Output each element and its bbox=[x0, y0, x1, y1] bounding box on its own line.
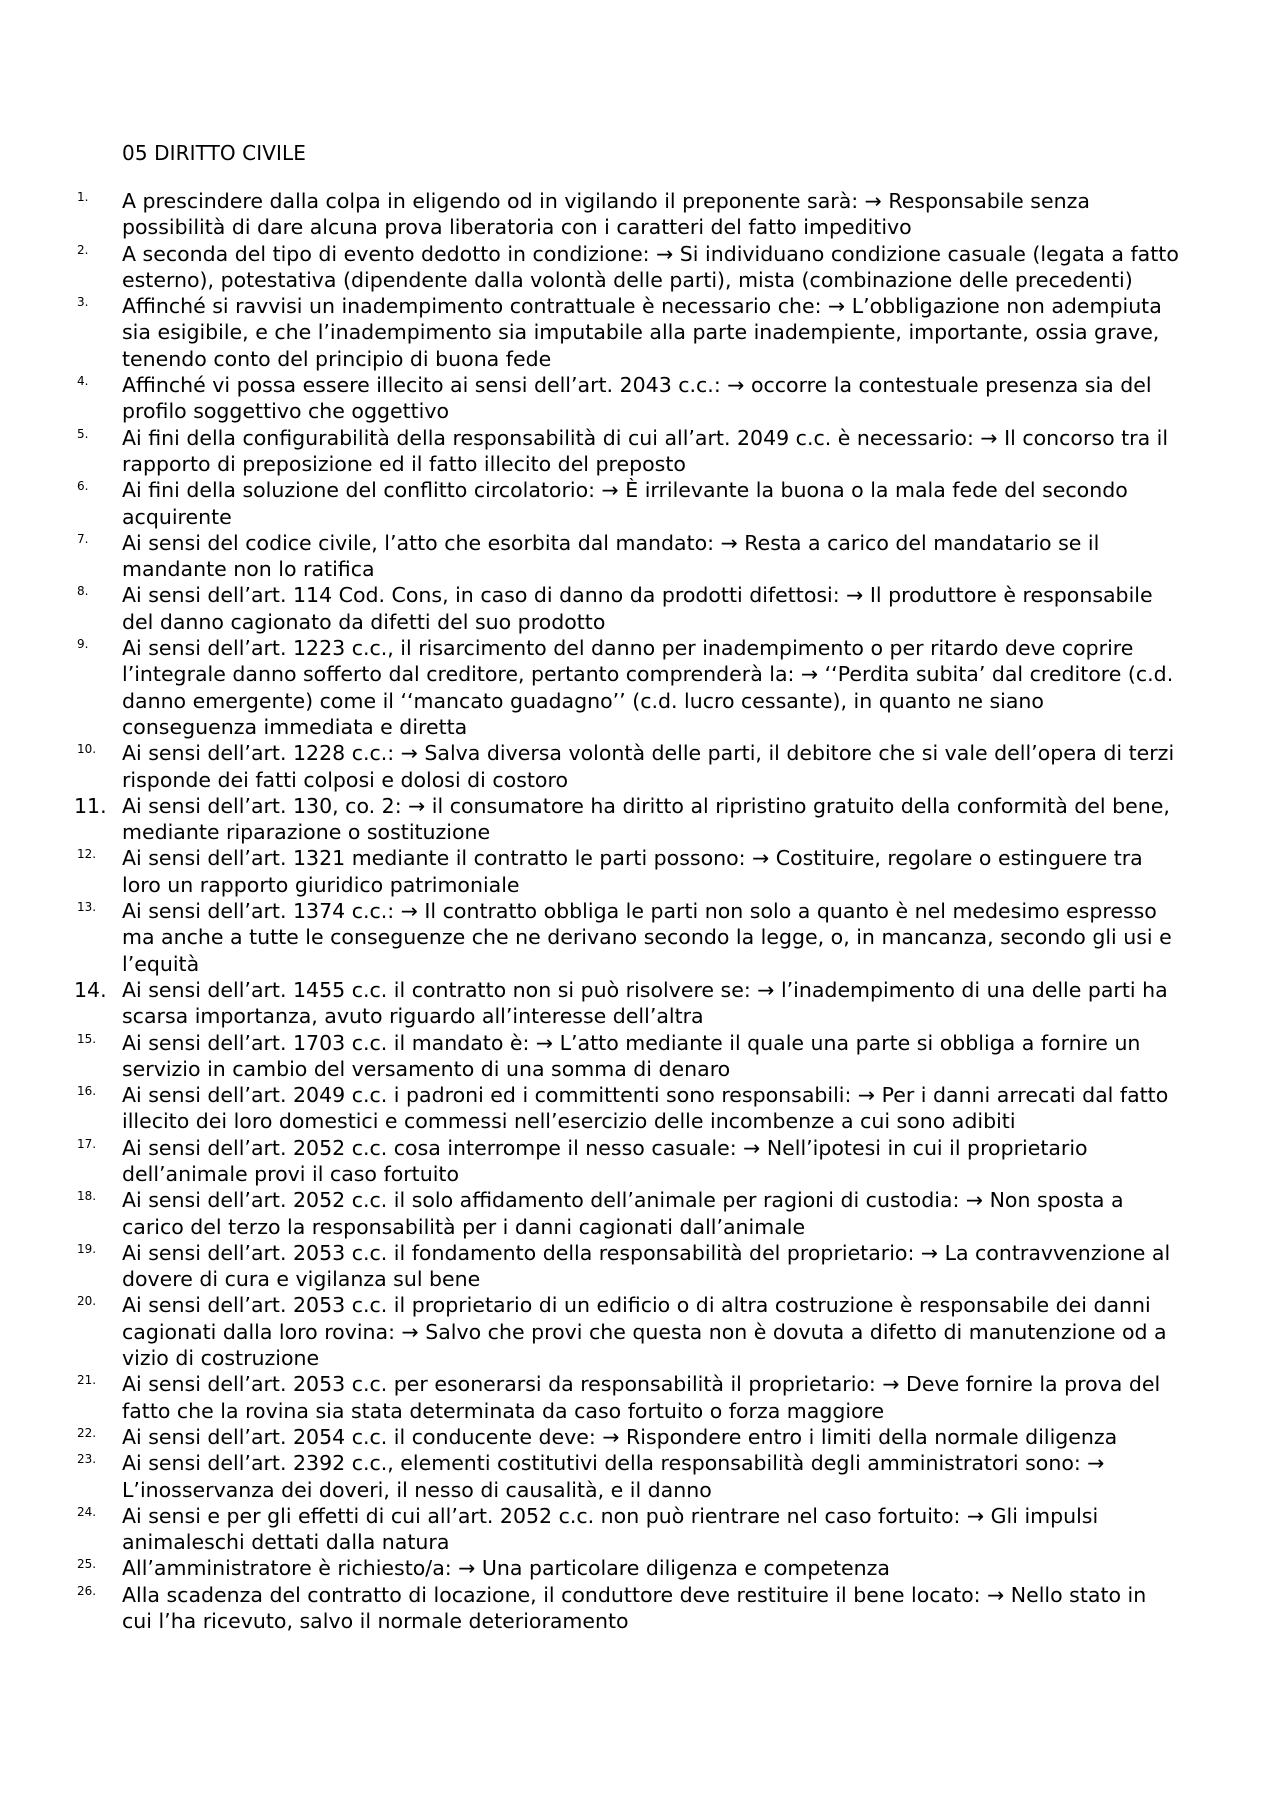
list-item bbox=[0, 425, 1180, 478]
list-item bbox=[0, 293, 1180, 372]
list-item bbox=[0, 635, 1180, 740]
item-text: Ai fini della soluzione del conflitto circolatorio: → È irrilevante la buona o la mala fede del secondo acquirente bbox=[122, 478, 1128, 529]
item-number: 6. bbox=[77, 479, 89, 494]
item-text: Affinché vi possa essere illecito ai sensi dell’art. 2043 c.c.: → occorre la contestuale presenza sia del profilo soggettivo che oggettivo bbox=[122, 373, 1152, 424]
item-number: 24. bbox=[77, 1504, 97, 1519]
list-item bbox=[0, 241, 1180, 294]
list-item bbox=[0, 845, 1180, 898]
item-text: Ai sensi dell’art. 1223 c.c., il risarcimento del danno per inadempimento o per ritardo deve coprire l’integrale danno sofferto dal creditore, pertanto comprenderà la: → ‘‘Perdita subita’ dal creditore (c.d. danno emergente) come il ‘‘mancato guadagno’’ (c.d. lucro cessante), in quanto ne siano conseguenza immediata e diretta bbox=[122, 636, 1174, 739]
item-text: Ai sensi dell’art. 1374 c.c.: → Il contratto obbliga le parti non solo a quanto è nel medesimo espresso ma anche a tutte le conseguenze che ne derivano secondo la legge, o, in mancanza, secondo gli usi e l’equità bbox=[122, 899, 1172, 976]
item-number: 18. bbox=[77, 1189, 97, 1204]
item-number: 7. bbox=[77, 531, 89, 546]
item-text: Ai sensi dell’art. 130, co. 2: → il consumatore ha diritto al ripristino gratuito della conformità del bene, mediante riparazione o sostituzione bbox=[122, 793, 1170, 845]
item-number: 20. bbox=[77, 1294, 97, 1309]
item-text: Ai fini della configurabilità della responsabilità di cui all’art. 2049 c.c. è necessario: → Il concorso tra il rapporto di preposizione ed il fatto illecito del preposto bbox=[122, 425, 1169, 476]
list-item bbox=[0, 188, 1180, 241]
item-text: All’amministratore è richiesto/a: → Una particolare diligenza e competenza bbox=[122, 1556, 890, 1581]
item-number: 23. bbox=[77, 1452, 97, 1467]
list-item bbox=[0, 1240, 1180, 1293]
item-number: 17. bbox=[77, 1136, 97, 1151]
item-number: 1. bbox=[77, 190, 89, 204]
item-text: Affinché si ravvisi un inadempimento contrattuale è necessario che: → L’obbligazione non adempiuta sia esigibile, e che l’inadempimento sia imputabile alla parte inadempiente, importante, ossia grave, tenendo conto del principio di buona fede bbox=[122, 294, 1162, 371]
list-item bbox=[0, 793, 1180, 846]
item-text: Ai sensi dell’art. 1455 c.c. il contratto non si può risolvere se: → l’inadempimento di una delle parti ha scarsa importanza, avuto riguardo all’interesse dell’altra bbox=[122, 977, 1168, 1029]
item-text: Ai sensi dell’art. 1321 mediante il contratto le parti possono: → Costituire, regolare o estinguere tra loro un rapporto giuridico patrimoniale bbox=[122, 846, 1143, 897]
item-number: 5. bbox=[77, 426, 89, 441]
item-number: 21. bbox=[77, 1373, 97, 1388]
item-number: 16. bbox=[77, 1084, 97, 1099]
item-number: 14. bbox=[74, 977, 107, 1002]
item-text: A seconda del tipo di evento dedotto in condizione: → Si individuano condizione casuale (legata a fatto esterno), potestativa (dipendente dalla volontà delle parti), mista (combinazione delle precedenti) bbox=[122, 241, 1179, 292]
list-item bbox=[0, 1187, 1180, 1240]
item-text: Ai sensi dell’art. 2392 c.c., elementi costitutivi della responsabilità degli amministratori sono: → L’inosservanza dei doveri, il nesso di causalità, e il danno bbox=[122, 1451, 1105, 1502]
item-number: 11. bbox=[74, 793, 107, 818]
list-item bbox=[0, 1292, 1180, 1371]
document-title: 05 DIRITTO CIVILE bbox=[122, 141, 307, 165]
item-text: Ai sensi dell’art. 2049 c.c. i padroni ed i committenti sono responsabili: → Per i danni arrecati dal fatto illecito dei loro domestici e commessi nell’esercizio delle incombenze a cui sono adibiti bbox=[122, 1083, 1169, 1134]
item-text: Ai sensi dell’art. 1228 c.c.: → Salva diversa volontà delle parti, il debitore che si vale dell’opera di terzi risponde dei fatti colposi e dolosi di costoro bbox=[122, 741, 1175, 792]
list-item bbox=[0, 740, 1180, 793]
item-number: 26. bbox=[77, 1583, 97, 1598]
list-item bbox=[0, 898, 1180, 977]
item-text: Ai sensi dell’art. 2053 c.c. per esonerarsi da responsabilità il proprietario: → Deve fornire la prova del fatto che la rovina sia stata determinata da caso fortuito o forza maggiore bbox=[122, 1372, 1161, 1423]
item-text: Ai sensi dell’art. 2054 c.c. il conducente deve: → Rispondere entro i limiti della normale diligenza bbox=[122, 1424, 1118, 1449]
list-item bbox=[0, 530, 1180, 583]
item-text: Ai sensi dell’art. 2053 c.c. il fondamento della responsabilità del proprietario: → La contravvenzione al dovere di cura e vigilanza sul bene bbox=[122, 1240, 1171, 1292]
item-number: 22. bbox=[77, 1425, 97, 1440]
item-number: 8. bbox=[77, 584, 89, 599]
item-number: 4. bbox=[77, 374, 89, 389]
list-item bbox=[0, 1582, 1180, 1635]
item-number: 19. bbox=[77, 1241, 97, 1256]
list-item bbox=[0, 582, 1180, 635]
list-item bbox=[0, 977, 1180, 1030]
list-item bbox=[0, 1082, 1180, 1135]
item-text: Alla scadenza del contratto di locazione, il conduttore deve restituire il bene locato: → Nello stato in cui l’ha ricevuto, salvo il normale deterioramento bbox=[122, 1582, 1147, 1634]
item-text: Ai sensi dell’art. 2052 c.c. il solo affidamento dell’animale per ragioni di custodia: → Non sposta a carico del terzo la responsabilità per i danni cagionati dall’animale bbox=[122, 1188, 1124, 1239]
list-item bbox=[0, 1030, 1180, 1083]
item-number: 15. bbox=[77, 1031, 97, 1046]
list-item bbox=[0, 1371, 1180, 1424]
list-item bbox=[0, 372, 1180, 425]
item-number: 2. bbox=[77, 242, 89, 257]
item-number: 3. bbox=[77, 295, 89, 310]
item-text: Ai sensi dell’art. 1703 c.c. il mandato è: → L’atto mediante il quale una parte si obbliga a fornire un servizio in cambio del versamento di una somma di denaro bbox=[122, 1030, 1141, 1081]
item-text: A prescindere dalla colpa in eligendo od in vigilando il preponente sarà: → Responsabile senza possibilità di dare alcuna prova liberatoria con i caratteri del fatto impeditivo bbox=[122, 189, 1090, 240]
list-item bbox=[0, 1503, 1180, 1556]
item-number: 10. bbox=[77, 742, 97, 757]
item-number: 12. bbox=[77, 847, 97, 862]
item-number: 13. bbox=[77, 900, 97, 915]
list-item bbox=[0, 1424, 1180, 1450]
question-list bbox=[0, 188, 1280, 1634]
item-number: 25. bbox=[77, 1557, 97, 1572]
item-text: Ai sensi del codice civile, l’atto che esorbita dal mandato: → Resta a carico del mandatario se il mandante non lo ratifica bbox=[122, 530, 1100, 582]
item-text: Ai sensi e per gli effetti di cui all’art. 2052 c.c. non può rientrare nel caso fortuito: → Gli impulsi animaleschi dettati dalla natura bbox=[122, 1503, 1099, 1555]
item-text: Ai sensi dell’art. 114 Cod. Cons, in caso di danno da prodotti difettosi: → Il produttore è responsabile del danno cagionato da difetti del suo prodotto bbox=[122, 583, 1153, 634]
list-item bbox=[0, 1555, 1180, 1581]
list-item bbox=[0, 477, 1180, 530]
list-item bbox=[0, 1135, 1180, 1188]
item-text: Ai sensi dell’art. 2053 c.c. il proprietario di un edificio o di altra costruzione è responsabile dei danni cagionati dalla loro rovina: → Salvo che provi che questa non è dovuta a difetto di manutenzione od a vizio di costruzione bbox=[122, 1293, 1167, 1371]
list-item bbox=[0, 1450, 1180, 1503]
item-text: Ai sensi dell’art. 2052 c.c. cosa interrompe il nesso casuale: → Nell’ipotesi in cui il proprietario dell’animale provi il caso fortuito bbox=[122, 1135, 1088, 1186]
item-number: 9. bbox=[77, 637, 89, 652]
